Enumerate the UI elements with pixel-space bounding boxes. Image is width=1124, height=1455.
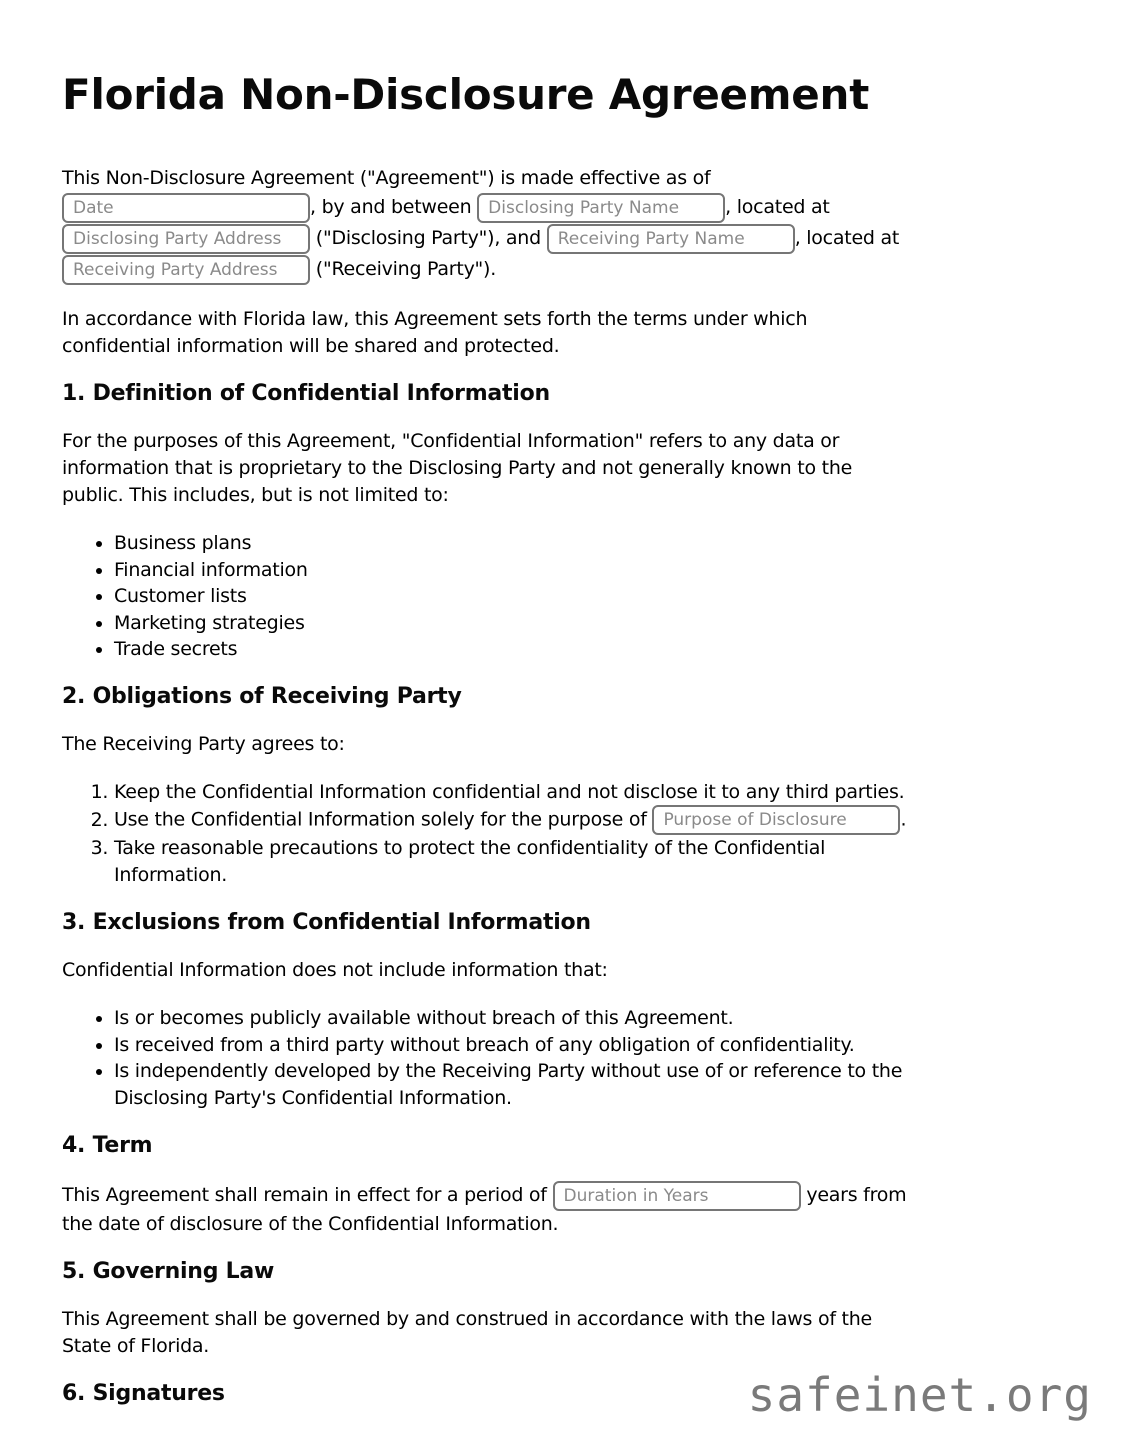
intro-text-between-1: , by and between bbox=[310, 196, 478, 218]
term-line-1 bbox=[62, 1180, 1062, 1211]
obligation-3-line-2: Information. bbox=[114, 864, 228, 886]
list-item: • Marketing strategies bbox=[114, 610, 1062, 637]
governing-law-line-2: State of Florida. bbox=[62, 1335, 210, 1357]
page-title: Florida Non-Disclosure Agreement bbox=[62, 70, 870, 119]
section-1-line-1: For the purposes of this Agreement, "Confidential Information" refers to any data or bbox=[62, 430, 840, 452]
receiving-party-name-input[interactable] bbox=[547, 224, 795, 254]
obligation-2-period: . bbox=[900, 808, 907, 831]
exclusion-3-line-1: • Is independently developed by the Receiving Party without use of or reference to the bbox=[114, 1060, 903, 1082]
section-6-heading: 6. Signatures bbox=[62, 1381, 225, 1406]
list-item: • Business plans bbox=[114, 530, 1062, 557]
exclusions-list bbox=[62, 1005, 1062, 1112]
watermark: safeinet.org bbox=[747, 1368, 1092, 1422]
intro-line-2 bbox=[62, 192, 1062, 223]
governing-law-line-1: This Agreement shall be governed by and construed in accordance with the laws of the bbox=[62, 1308, 872, 1330]
section-5-paragraph bbox=[62, 1306, 1062, 1360]
intro-paragraph bbox=[62, 165, 1062, 285]
section-1-heading: 1. Definition of Confidential Information bbox=[62, 381, 550, 406]
term-text-before: This Agreement shall remain in effect for a period of bbox=[62, 1184, 553, 1206]
confidential-info-list bbox=[62, 530, 1062, 663]
intro-line-3 bbox=[62, 223, 1062, 254]
exclusion-3-line-2: Disclosing Party's Confidential Information. bbox=[114, 1087, 512, 1109]
section-1-paragraph bbox=[62, 428, 1062, 509]
disclosing-party-name-input[interactable] bbox=[477, 193, 725, 223]
preamble-line-1: In accordance with Florida law, this Agreement sets forth the terms under which bbox=[62, 308, 808, 330]
section-1-line-3: public. This includes, but is not limited to: bbox=[62, 484, 449, 506]
term-line-2: the date of disclosure of the Confidential Information. bbox=[62, 1213, 559, 1235]
preamble-paragraph bbox=[62, 306, 1062, 360]
preamble-line-2: confidential information will be shared and protected. bbox=[62, 335, 560, 357]
obligation-3-line-1: 3. Take reasonable precautions to protect the confidentiality of the Confidential bbox=[114, 837, 826, 859]
list-item bbox=[114, 1058, 1062, 1112]
intro-line-1: This Non-Disclosure Agreement ("Agreement") is made effective as of bbox=[62, 167, 711, 189]
list-item: • Trade secrets bbox=[114, 636, 1062, 663]
intro-text-and: ("Disclosing Party"), and bbox=[310, 227, 547, 249]
section-5-heading: 5. Governing Law bbox=[62, 1259, 275, 1284]
obligation-2-text: Use the Confidential Information solely for the purpose of bbox=[114, 808, 653, 831]
section-4-heading: 4. Term bbox=[62, 1133, 153, 1158]
list-item bbox=[114, 805, 1062, 835]
intro-text-located-1: , located at bbox=[725, 196, 830, 218]
disclosing-party-address-input[interactable] bbox=[62, 224, 310, 254]
section-3-heading: 3. Exclusions from Confidential Information bbox=[62, 910, 591, 935]
list-item: • Financial information bbox=[114, 557, 1062, 584]
purpose-of-disclosure-input[interactable] bbox=[652, 805, 900, 835]
list-item: • Is or becomes publicly available without breach of this Agreement. bbox=[114, 1005, 1062, 1032]
list-item: • Is received from a third party without breach of any obligation of confidentiality. bbox=[114, 1032, 1062, 1059]
section-2-heading: 2. Obligations of Receiving Party bbox=[62, 683, 462, 709]
date-input[interactable] bbox=[62, 193, 310, 223]
receiving-party-address-input[interactable] bbox=[62, 255, 310, 285]
section-4-paragraph bbox=[62, 1180, 1062, 1238]
intro-line-4 bbox=[62, 254, 1062, 285]
term-text-after: years from bbox=[800, 1184, 907, 1206]
obligations-list bbox=[62, 779, 1062, 890]
duration-in-years-input[interactable] bbox=[553, 1181, 801, 1211]
intro-text-located-2: , located at bbox=[794, 227, 900, 249]
list-item: • Customer lists bbox=[114, 583, 1062, 610]
section-1-line-2: information that is proprietary to the Disclosing Party and not generally known to the bbox=[62, 457, 853, 479]
intro-text-receiving-party: ("Receiving Party"). bbox=[310, 258, 497, 280]
section-2-intro: The Receiving Party agrees to: bbox=[62, 732, 345, 755]
section-3-intro: Confidential Information does not include information that: bbox=[62, 959, 608, 981]
list-item bbox=[114, 835, 1062, 889]
list-item: 1. Keep the Confidential Information confidential and not disclose it to any third parties. bbox=[114, 779, 1062, 806]
